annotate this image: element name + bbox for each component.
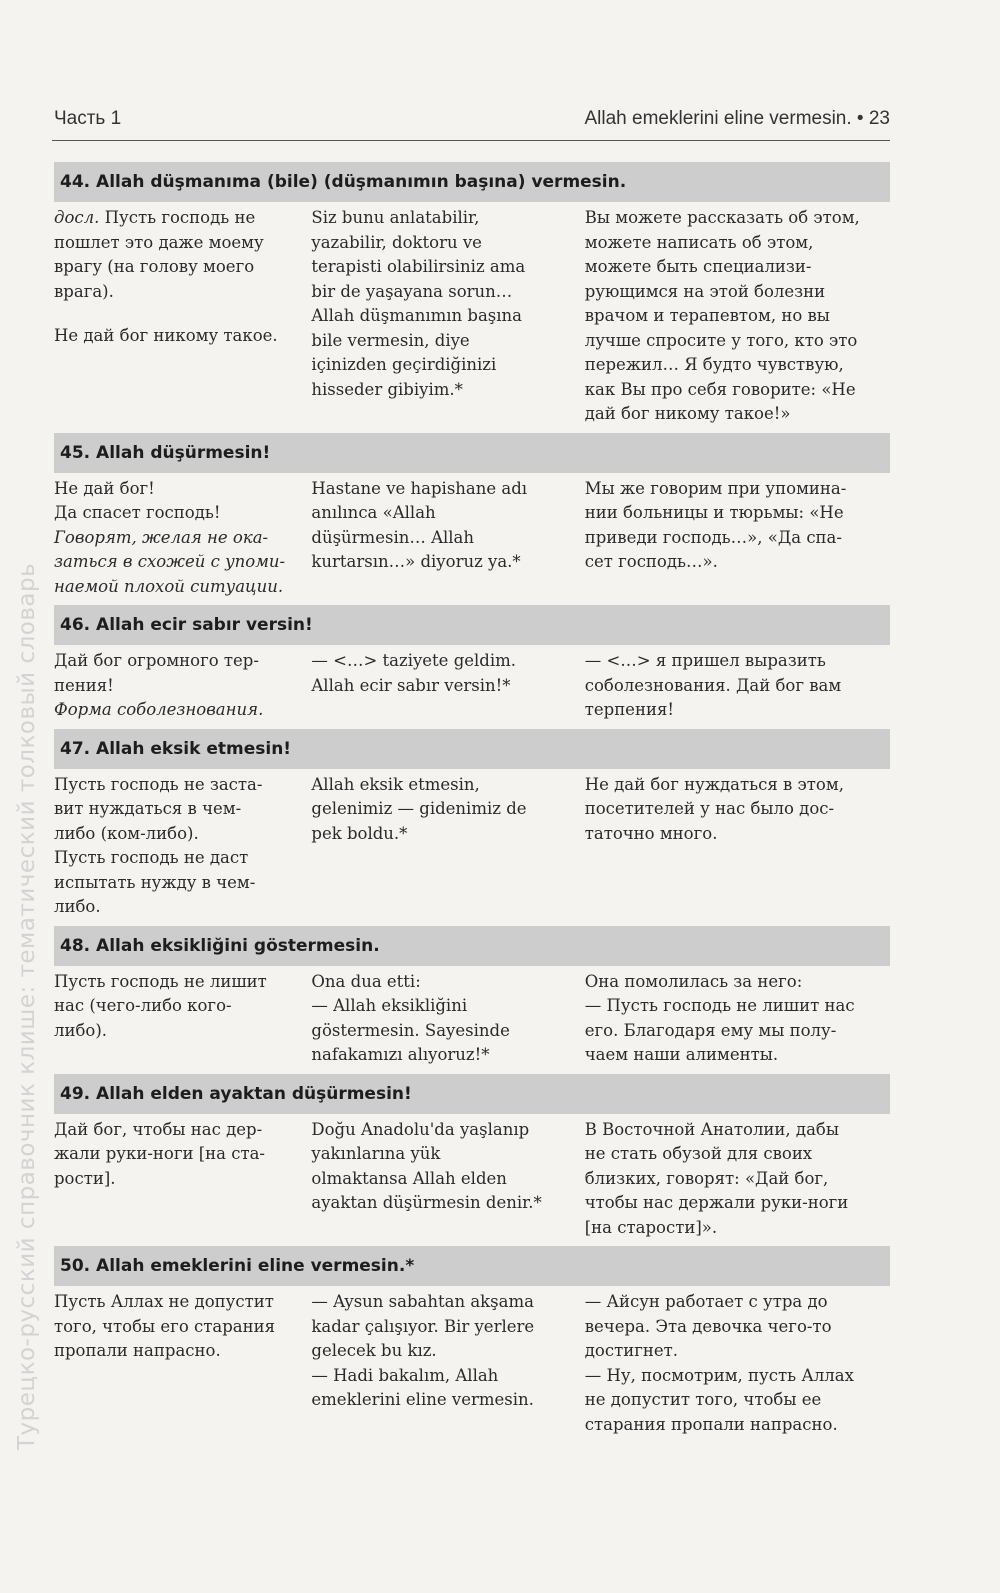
section-label: Часть 1 [54,108,122,129]
entry [54,162,890,433]
page-header [52,104,890,141]
equivalent: Пусть господь не заста- вит нуждаться в чем- либо (ком-либо). Пусть господь не даст испытать нужду в чем- либо. [54,774,263,916]
entry [54,605,890,729]
russian-meaning [54,970,311,1068]
equivalent: Дай бог огромного тер- пения! [54,651,259,695]
entry-heading: 48. Allah eksikliğini göstermesin. [54,926,890,966]
entry-heading: 45. Allah düşürmesin! [54,433,890,473]
russian-meaning [54,649,311,723]
example-translation: Она помолилась за него: — Пусть господь не лишит нас его. Благодаря ему мы полу- чаем наши алименты. [584,971,855,1064]
equivalent: Пусть Аллах не допустит того, чтобы его старания пропали напрасно. [54,1292,276,1360]
example-translation: Не дай бог нуждаться в этом, посетителей у нас было дос- таточно много. [584,774,844,843]
usage-note: Форма соболезнования. [54,700,264,719]
entry-heading: 50. Allah emeklerini eline vermesin.* [54,1246,890,1286]
example-translation: В Восточной Анатолии, дабы не стать обузой для своих близких, говорят: «Дай бог, чтобы нас держали руки-ноги [на старости]». [584,1119,849,1237]
literal-translation: Пусть господь не пошлет это даже моему врагу (на голову моего врага). [54,208,264,301]
entry-heading: 49. Allah elden ayaktan düşürmesin! [54,1074,890,1114]
russian-meaning [54,1118,311,1241]
turkish-example: Hastane ve hapishane adı anılınca «Allah düşürmesin… Allah kurtarsın…» diyoruz ya.* [311,478,528,571]
turkish-example: Ona dua etti: — Allah eksikliğini göstermesin. Sayesinde nafakamızı alıyoruz!* [311,971,510,1064]
example-translation: — Айсун работает с утра до вечера. Эта девочка чего-то достигнет. — Ну, посмотрим, пусть Аллах не допустит того, чтобы ее старания пропали напрасно. [584,1292,854,1434]
russian-meaning [54,773,311,920]
abbrev-literal: досл. [54,208,100,227]
entry-heading: 44. Allah düşmanıma (bile) (düşmanımın başına) vermesin. [54,162,890,202]
equivalent: Дай бог, чтобы нас дер- жали руки-ноги [на ста- рости]. [54,1119,266,1188]
equivalent: Пусть господь не лишит нас (чего-либо кого- либо). [54,971,267,1040]
entry-list [54,162,890,1443]
turkish-example: — <…> taziyete geldim. Allah ecir sabır versin!* [311,651,517,695]
entry-heading: 46. Allah ecir sabır versin! [54,605,890,645]
equivalent: Не дай бог никому такое. [54,326,278,345]
example-translation: — <…> я пришел выразить соболезнования. Дай бог вам терпения! [584,651,842,719]
entry [54,729,890,926]
entry [54,433,890,606]
turkish-example: Siz bunu anlatabilir, yazabilir, doktoru ve terapisti olabilirsiniz ama bir de yaşayana sorun… Allah düşmanımın başına bile vermesin, diye içinizden geçirdiğinizi hisseder gibiyim.* [311,208,526,399]
example-translation: Вы можете рассказать об этом, можете написать об этом, можете быть специализи- рующимся на этой болезни врачом и терапевтом, но вы лучше спросите у того, кто это пережил… Я будто чувствую, как Вы про себя говорите: «Не дай бог никому такое!» [584,208,860,423]
turkish-example: Allah eksik etmesin, gelenimiz — gidenimiz de pek boldu.* [311,774,527,843]
turkish-example: Doğu Anadolu'da yaşlanıp yakınlarına yük olmaktansa Allah elden ayaktan düşürmesin denir.* [311,1119,542,1212]
russian-meaning [54,206,311,427]
running-title: Allah emeklerini eline vermesin. • 23 [584,108,890,129]
entry [54,926,890,1074]
turkish-example: — Aysun sabahtan akşama kadar çalışıyor. Bir yerlere gelecek bu kız. — Hadi bakalım, Allah emeklerini eline vermesin. [311,1292,535,1409]
book-title-vertical: Турецко-русский справочник клише: тематический толковый словарь [14,562,40,1450]
usage-note: Говорят, желая не ока- заться в схожей с упоми- наемой плохой ситуации. [54,527,286,596]
russian-meaning [54,1290,311,1437]
russian-meaning [54,477,311,600]
example-translation: Мы же говорим при упомина- нии больницы и тюрьмы: «Не приведи господь…», «Да спа- сет господь…». [584,478,847,571]
equivalent: Не дай бог! Да спасет господь! [54,478,221,522]
entry [54,1246,890,1443]
entry-heading: 47. Allah eksik etmesin! [54,729,890,769]
entry [54,1074,890,1247]
